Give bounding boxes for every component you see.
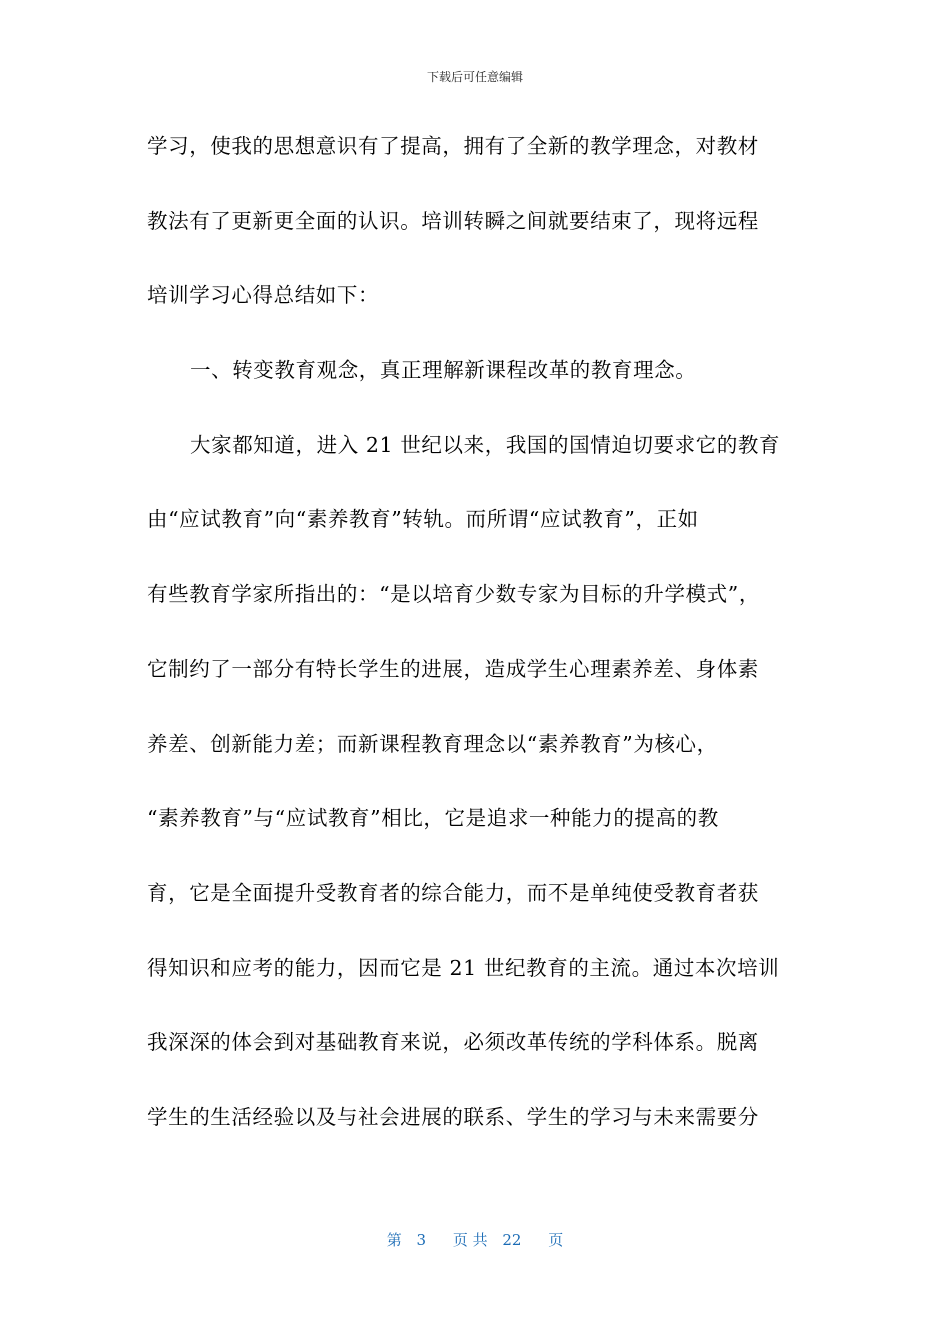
text-line: 教法有了更新更全面的认识。培训转瞬之间就要结束了，现将远程 xyxy=(147,208,759,233)
header-note: 下载后可任意编辑 xyxy=(426,70,523,84)
text-line: 得知识和应考的能力，因而它是 21 世纪教育的主流。通过本次培训 xyxy=(147,955,780,980)
text-line: 它制约了一部分有特长学生的进展，造成学生心理素养差、身体素 xyxy=(147,656,759,681)
text-line: 我深深的体会到对基础教育来说，必须改革传统的学科体系。脱离 xyxy=(147,1030,759,1055)
document-body xyxy=(147,127,807,1173)
page-footer xyxy=(0,1229,950,1250)
text-line: 培训学习心得总结如下： xyxy=(147,283,380,308)
text-line: 学生的生活经验以及与社会进展的联系、学生的学习与未来需要分 xyxy=(147,1104,759,1129)
text-line: 大家都知道，进入 21 世纪以来，我国的国情迫切要求它的教育 xyxy=(190,432,781,457)
text-line: 学习，使我的思想意识有了提高，拥有了全新的教学理念，对教材 xyxy=(147,134,759,158)
total-pages: 22 xyxy=(502,1231,522,1249)
page-middle: 页 共 xyxy=(452,1231,488,1249)
page-prefix: 第 xyxy=(386,1231,402,1249)
page-suffix: 页 xyxy=(548,1231,564,1249)
text-line: “素养教育”与“应试教育”相比，它是追求一种能力的提高的教 xyxy=(147,806,719,831)
section-heading: 一、转变教育观念，真正理解新课程改革的教育理念。 xyxy=(190,358,697,383)
text-line: 有些教育学家所指出的：“是以培育少数专家为目标的升学模式”， xyxy=(147,582,760,607)
text-line: 育，它是全面提升受教育者的综合能力，而不是单纯使受教育者获 xyxy=(147,880,759,905)
text-line: 养差、创新能力差；而新课程教育理念以“素养教育”为核心， xyxy=(147,731,718,756)
text-line: 由“应试教育”向“素养教育”转轨。而所谓“应试教育”，正如 xyxy=(147,507,699,532)
page-number: 3 xyxy=(416,1231,427,1249)
